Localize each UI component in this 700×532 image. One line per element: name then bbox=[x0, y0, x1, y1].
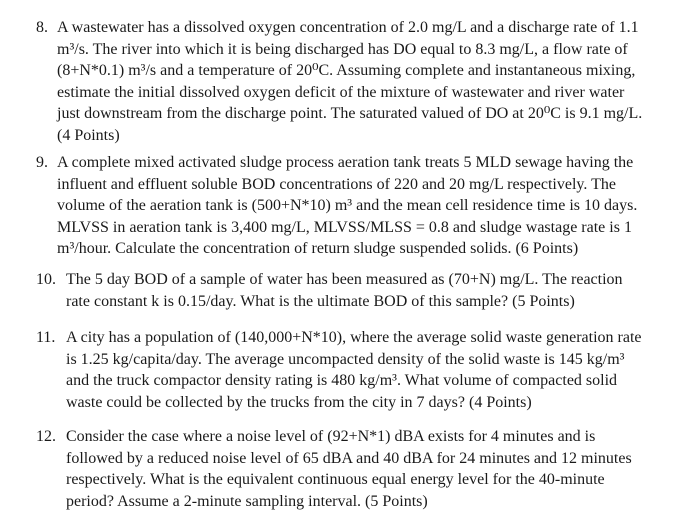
text-line: and the truck compactor density rating is 480 kg/m³. What volume of compacted solid bbox=[66, 372, 618, 390]
text-line: influent and effluent soluble BOD concentrations of 220 and 20 mg/L respectively. The bbox=[57, 175, 616, 193]
text-line: respectively. What is the equivalent continuous equal energy level for the 40-minute bbox=[66, 471, 605, 489]
question-text bbox=[66, 327, 642, 413]
text-line: (8+N*0.1) m³/s and a temperature of 20⁰C. Assuming complete and instantaneous mixing, bbox=[57, 62, 636, 80]
question-number: 11. bbox=[36, 329, 56, 346]
text-line: estimate the initial dissolved oxygen deficit of the mixture of wastewater and river water bbox=[57, 83, 625, 101]
question-number: 8. bbox=[36, 19, 48, 36]
text-line: period? Assume a 2-minute sampling interval. (5 Points) bbox=[66, 492, 428, 510]
text-line: waste could be collected by the trucks from the city in 7 days? (4 Points) bbox=[66, 393, 532, 411]
text-line: followed by a reduced noise level of 65 dBA and 40 dBA for 24 minutes and 12 minutes bbox=[66, 449, 632, 467]
question-text bbox=[57, 17, 642, 147]
text-line: A complete mixed activated sludge process aeration tank treats 5 MLD sewage having the bbox=[57, 154, 634, 171]
question-text bbox=[66, 426, 632, 512]
text-line: A wastewater has a dissolved oxygen concentration of 2.0 mg/L and a discharge rate of 1.1 bbox=[57, 19, 639, 36]
question-text bbox=[66, 269, 623, 312]
text-line: Consider the case where a noise level of (92+N*1) dBA exists for 4 minutes and is bbox=[66, 428, 596, 445]
text-line: is 1.25 kg/capita/day. The average uncompacted density of the solid waste is 145 kg/m³ bbox=[66, 350, 625, 368]
text-line: m³/s. The river into which it is being discharged has DO equal to 8.3 mg/L, a flow rate of bbox=[57, 40, 628, 58]
question-number: 12. bbox=[36, 428, 56, 445]
text-line: MLVSS in aeration tank is 3,400 mg/L, MLVSS/MLSS = 0.8 and sludge wastage rate is 1 bbox=[57, 218, 632, 236]
text-line: just downstream from the discharge point. The saturated valued of DO at 20⁰C is 9.1 mg/L. bbox=[57, 105, 643, 123]
text-line: m³/hour. Calculate the concentration of return sludge suspended solids. (6 Points) bbox=[57, 240, 579, 258]
text-line: A city has a population of (140,000+N*10), where the average solid waste generation rate bbox=[66, 329, 642, 346]
question-text bbox=[57, 152, 637, 260]
question-number: 10. bbox=[36, 271, 56, 288]
question-number: 9. bbox=[36, 154, 48, 171]
text-line: rate constant k is 0.15/day. What is the ultimate BOD of this sample? (5 Points) bbox=[66, 292, 575, 310]
text-line: volume of the aeration tank is (500+N*10) m³ and the mean cell residence time is 10 days. bbox=[57, 197, 638, 215]
text-line: The 5 day BOD of a sample of water has been measured as (70+N) mg/L. The reaction bbox=[66, 271, 623, 288]
text-line: (4 Points) bbox=[57, 126, 120, 144]
